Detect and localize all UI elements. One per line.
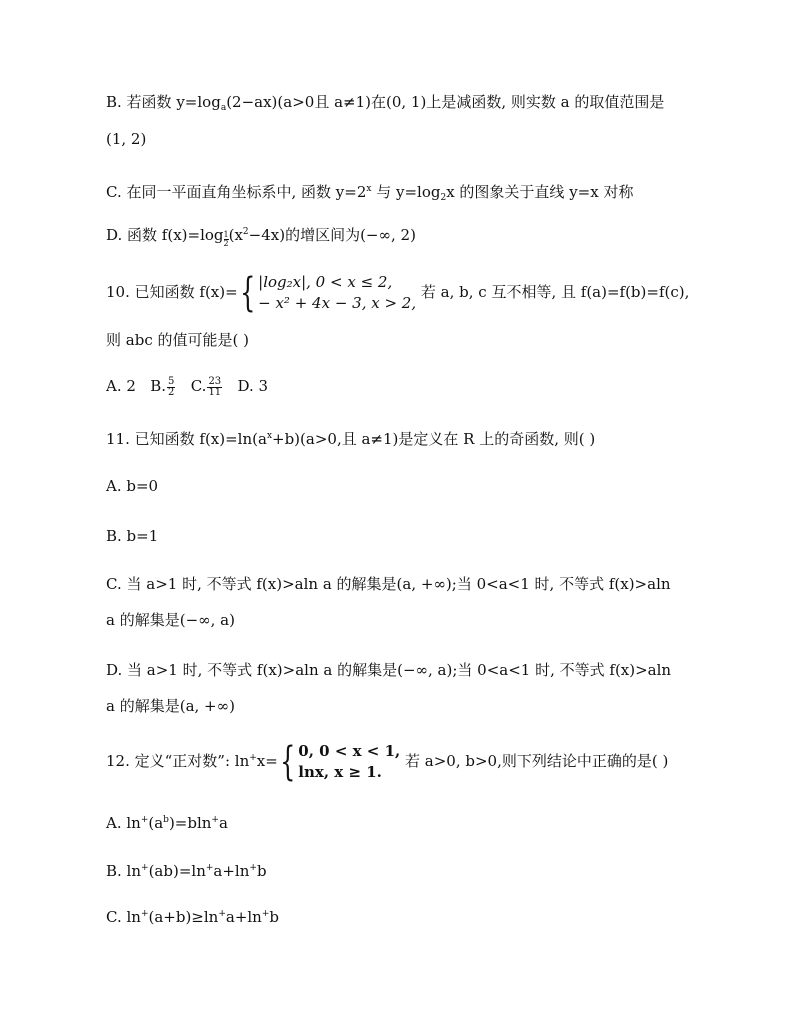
q10-options: A. 2 B. $\frac{5}{2}$ C. $\frac{23}{11}$ D. 3 (106, 375, 269, 398)
q11-option-c: C. 当 a>1 时, 不等式 f(x)>aln a 的解集是(a, +∞);当 0<a<1 时, 不等式 f(x)>aln (106, 575, 671, 593)
log-base-fraction: $\frac{1}{2}$ (223, 230, 229, 248)
piecewise-cases: |log₂x|, 0 < x ≤ 2, − x² + 4x − 3, x > 2, (258, 273, 417, 312)
q11-option-a: A. b=0 (106, 477, 159, 495)
q11-stem: 11. 已知函数 $f(x)=\ln(a^x+b)(a>0$,且 a≠1)是定义在 R 上的奇函数, 则( ) (106, 430, 596, 448)
q11-option-b: B. b=1 (106, 527, 159, 545)
fraction-5-2: $\frac{5}{2}$ (168, 375, 175, 398)
piecewise-cases: 0, 0 < x < 1, lnx, x ≥ 1. (298, 742, 401, 781)
left-brace: { (279, 739, 296, 785)
q10-stem: 10. 已知函数 f(x)={ |log₂x|, 0 < x ≤ 2, − x² + 4x − 3, x > 2, 若 a, b, c 互不相等, 且 f(a)=f(b)=f(c), (106, 270, 690, 316)
q11-option-d: D. 当 a>1 时, 不等式 f(x)>aln a 的解集是(−∞, a);当 0<a<1 时, 不等式 f(x)>aln (106, 661, 672, 679)
q12-stem: 12. 定义“正对数”: ln+x={ 0, 0 < x < 1, lnx, x ≥ 1. 若 a>0, b>0,则下列结论中正确的是( ) (106, 739, 669, 785)
q9-option-c: C. 在同一平面直角坐标系中, 函数 $y=2^x$ 与 $y=\log_2x$ 的图象关于直线 y=x 对称 (106, 183, 634, 203)
q9-option-b-continued: (1, 2) (106, 130, 147, 148)
left-brace: { (239, 270, 256, 316)
q10-stem-continued: 则 abc 的值可能是( ) (106, 331, 249, 349)
q12-option-b: B. ln+(ab)=ln+a+ln+b (106, 862, 267, 880)
q9-option-d: D. 函数 f(x)=log $\frac{1}{2}$ $(x^2-4x)$的增区间为(−∞, 2) (106, 226, 416, 248)
q12-option-c: C. ln+(a+b)≥ln+a+ln+b (106, 908, 280, 926)
fraction-23-11: $\frac{23}{11}$ (208, 375, 222, 398)
q11-option-c-continued: a 的解集是(−∞, a) (106, 611, 235, 629)
q11-option-d-continued: a 的解集是(a, +∞) (106, 697, 235, 715)
q9-option-b: B. 若函数 $y=\log_a(2-ax)(a>0$且 a≠1)在(0, 1)上是减函数, 则实数 a 的取值范围是 (106, 93, 665, 113)
q12-option-a: A. $\ln^+(a^b)=bln^+a$ (106, 814, 228, 832)
